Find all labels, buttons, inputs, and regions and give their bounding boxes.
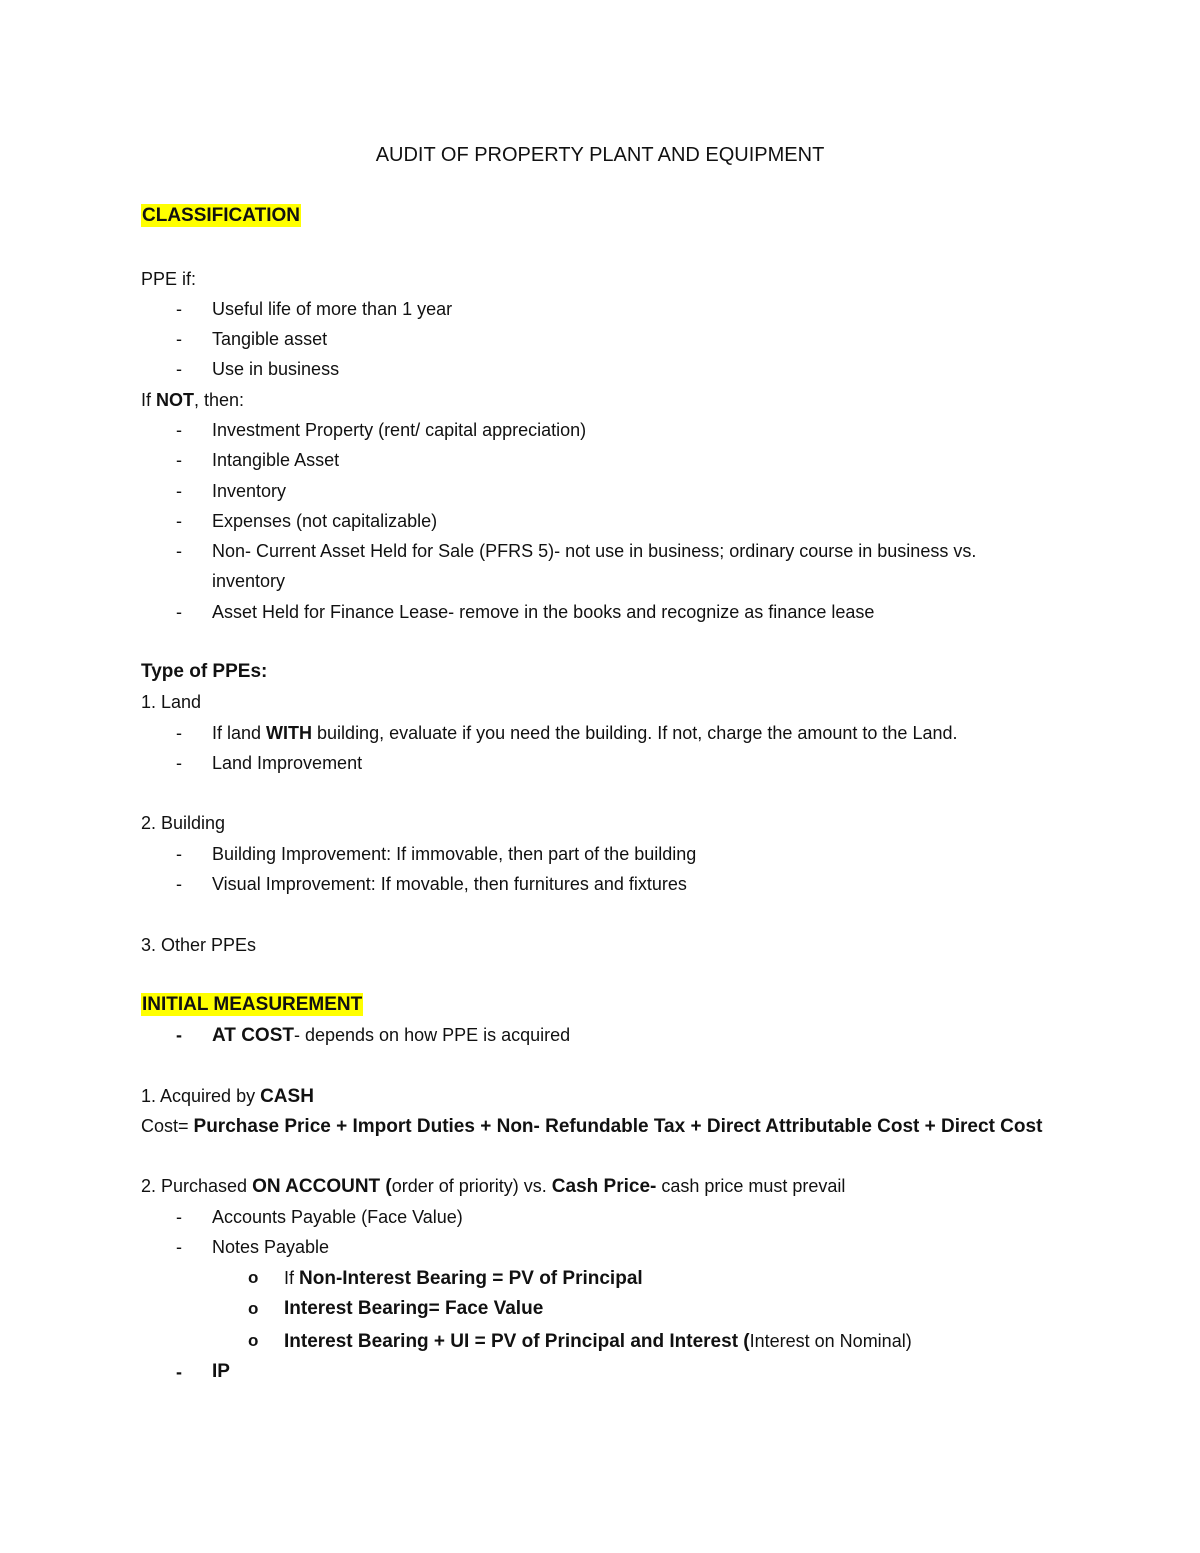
building-label: 2. Building (141, 813, 226, 833)
dash-bullet: - (176, 844, 182, 864)
cost-formula (141, 1114, 1042, 1139)
dash-bullet: - (176, 511, 182, 531)
at-cost-post: - depends on how PPE is acquired (293, 1025, 571, 1045)
list-item: Asset Held for Finance Lease- remove in the books and recognize as finance lease (212, 602, 875, 622)
if-not-label (141, 388, 244, 412)
land-label: 1. Land (141, 692, 202, 712)
dash-bullet: - (176, 541, 182, 561)
if-not-bold: NOT (156, 390, 195, 410)
circle-bullet-icon: o (248, 1268, 259, 1287)
notes-sub3-bold: Interest Bearing + UI = PV of Principal and Interest ( (284, 1331, 750, 1352)
list-item: Investment Property (rent/ capital appreciation) (212, 420, 587, 440)
sub-list-item: Interest Bearing= Face Value (284, 1298, 544, 1319)
ip-item: IP (212, 1361, 230, 1382)
list-item: Useful life of more than 1 year (212, 299, 453, 319)
cost-formula-bold: Purchase Price + Import Duties + Non- Refundable Tax + Direct Attributable Cost + Direct Cost (193, 1116, 1043, 1137)
initial-measurement-heading (141, 992, 363, 1017)
list-item: Notes Payable (212, 1237, 330, 1257)
list-item: Intangible Asset (212, 450, 340, 470)
list-item: Inventory (212, 481, 287, 501)
dash-bullet: - (176, 1207, 182, 1227)
dash-bullet: - (176, 329, 182, 349)
dash-bullet: - (176, 420, 182, 440)
acquired-by-cash (141, 1084, 314, 1109)
dash-bullet: - (176, 723, 182, 743)
dash-bullet: - (176, 359, 182, 379)
at-cost-bold: AT COST (212, 1025, 294, 1046)
list-item (212, 721, 958, 745)
document-title: AUDIT OF PROPERTY PLANT AND EQUIPMENT (375, 144, 825, 166)
initial-measurement-heading-text: INITIAL MEASUREMENT (142, 994, 363, 1015)
list-item: Use in business (212, 359, 340, 379)
list-item: Accounts Payable (Face Value) (212, 1207, 463, 1227)
circle-bullet-icon: o (248, 1331, 259, 1350)
notes-sub3-post: Interest on Nominal) (749, 1331, 912, 1351)
dash-bullet: - (176, 1025, 182, 1045)
cash-bold: CASH (260, 1086, 314, 1107)
notes-sub1-pre: If (284, 1268, 300, 1288)
land-item-post: building, evaluate if you need the building. If not, charge the amount to the Land. (312, 723, 958, 743)
account-pre: 2. Purchased (141, 1176, 253, 1196)
other-ppes-label: 3. Other PPEs (141, 935, 257, 955)
at-cost-item (212, 1023, 570, 1048)
list-item: Land Improvement (212, 753, 363, 773)
land-item-pre: If land (212, 723, 267, 743)
purchased-on-account (141, 1174, 845, 1199)
ppe-if-label: PPE if: (141, 269, 197, 289)
cash-pre: 1. Acquired by (141, 1086, 261, 1106)
account-mid: order of priority) vs. (391, 1176, 552, 1196)
dash-bullet: - (176, 1362, 182, 1382)
list-item-continuation: inventory (212, 571, 286, 591)
list-item: Visual Improvement: If movable, then furnitures and fixtures (212, 874, 687, 894)
account-post: cash price must prevail (656, 1176, 846, 1196)
dash-bullet: - (176, 753, 182, 773)
list-item: Expenses (not capitalizable) (212, 511, 438, 531)
dash-bullet: - (176, 602, 182, 622)
land-item-bold: WITH (266, 723, 313, 743)
circle-bullet-icon: o (248, 1299, 259, 1318)
list-item: Tangible asset (212, 329, 328, 349)
sub-list-item (284, 1266, 643, 1291)
dash-bullet: - (176, 299, 182, 319)
cost-pre: Cost= (141, 1116, 194, 1136)
classification-heading (141, 203, 301, 228)
account-bold-1: ON ACCOUNT ( (252, 1176, 392, 1197)
account-bold-2: Cash Price- (551, 1176, 657, 1197)
classification-heading-text: CLASSIFICATION (142, 205, 300, 226)
if-not-pre: If (141, 390, 157, 410)
list-item: Building Improvement: If immovable, then part of the building (212, 844, 697, 864)
dash-bullet: - (176, 481, 182, 501)
if-not-post: , then: (194, 390, 245, 410)
dash-bullet: - (176, 1237, 182, 1257)
sub-list-item (284, 1329, 912, 1354)
notes-sub1-bold: Non-Interest Bearing = PV of Principal (299, 1268, 643, 1289)
list-item: Non- Current Asset Held for Sale (PFRS 5)- not use in business; ordinary course in business vs. (212, 541, 977, 561)
types-heading: Type of PPEs: (141, 661, 268, 682)
dash-bullet: - (176, 874, 182, 894)
dash-bullet: - (176, 450, 182, 470)
